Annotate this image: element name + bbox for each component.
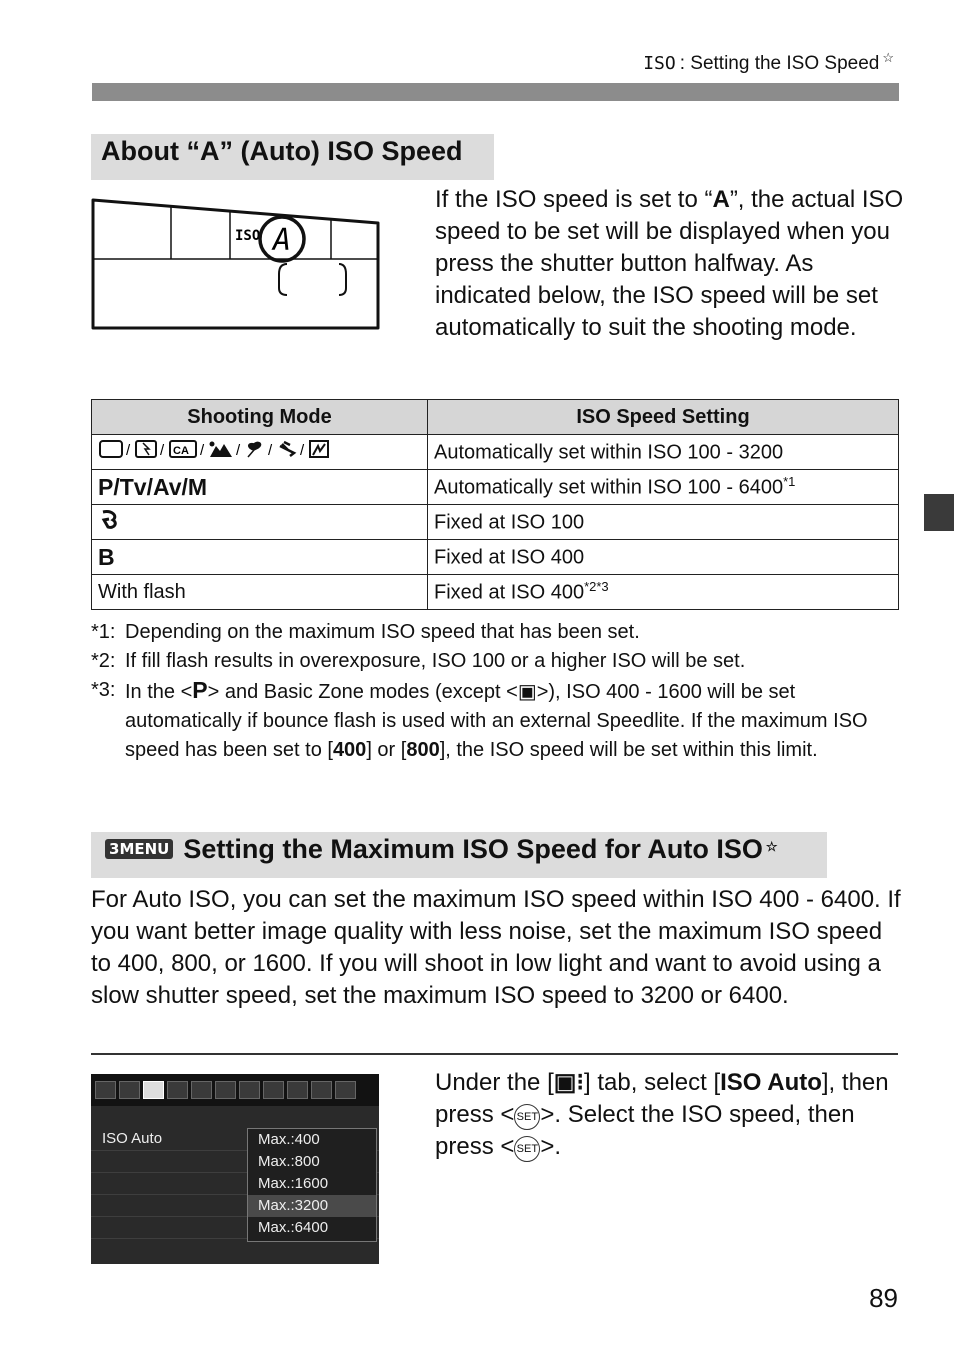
lcd-panel-illustration — [91, 196, 383, 336]
menu-tabs — [91, 1074, 379, 1106]
footnote: *3: In the <P> and Basic Zone modes (except <▣>), ISO 400 - 1600 will be set automatically if bounce flash is used with an external Speedlite. If the maximum ISO speed has been set to [400] or [800], the ISO speed will be set within this limit. — [91, 677, 868, 761]
footnotes — [91, 618, 899, 765]
menu-tab-icon: 3MENU — [105, 839, 173, 859]
table-header-row — [92, 400, 899, 435]
column-header: ISO Speed Setting — [428, 400, 899, 435]
table-row — [92, 505, 899, 540]
iso-icon: ISO — [643, 53, 676, 74]
lcd-auto-value: A — [272, 223, 292, 258]
star-icon: ☆ — [882, 50, 894, 65]
svg-text:CA: CA — [173, 445, 189, 457]
divider — [91, 1053, 898, 1055]
setting-cell: Automatically set within ISO 100 - 3200 — [428, 435, 899, 470]
instruction-text: Under the [▣⁝] tab, select [ISO Auto], then press < SET>. Select the ISO speed, then press < SET>. — [435, 1069, 889, 1160]
setting-cell: Automatically set within ISO 100 - 6400$^{*1}$ — [428, 470, 899, 505]
svg-text:/: / — [236, 442, 241, 459]
section-title-max-iso: 3MENU Setting the Maximum ISO Speed for Auto ISO ☆ — [91, 832, 827, 878]
iso-options-list — [247, 1128, 377, 1242]
table-row — [92, 575, 899, 610]
header-bar — [92, 83, 899, 101]
mode-icons-basic-zone — [92, 435, 428, 470]
star-icon: ☆ — [765, 839, 778, 854]
header-title: Setting the ISO Speed — [690, 53, 880, 74]
lcd-iso-label: ISO — [235, 228, 261, 244]
max-iso-paragraph: For Auto ISO, you can set the maximum ISO speed within ISO 400 - 6400. If you want better image quality with less noise, set the maximum ISO speed to 400, 800, or 1600. If you will shoot in low light and want to avoid using a slow shutter speed, set the maximum ISO speed to 3200 or 6400. — [91, 886, 901, 1009]
mode-cell — [92, 505, 428, 540]
camera-menu-screenshot — [91, 1074, 379, 1264]
chapter-tab-marker — [924, 494, 954, 531]
basic-zone-mode-icons — [98, 438, 348, 460]
iso-option[interactable]: Max.:400 — [258, 1131, 320, 1148]
svg-text:/: / — [160, 442, 165, 459]
iso-option[interactable]: Max.:1600 — [258, 1175, 329, 1192]
mode-cell: P/Tv/Av/M — [92, 470, 428, 505]
iso-option[interactable]: Max.:800 — [258, 1153, 320, 1170]
svg-text:/: / — [126, 442, 131, 459]
table-row — [92, 435, 899, 470]
menu-item-iso-auto: ISO Auto — [102, 1130, 163, 1147]
shooting-tab-icon: ▣⁝ — [553, 1069, 585, 1096]
set-button-icon: SET — [514, 1136, 540, 1162]
column-header: Shooting Mode — [92, 400, 428, 435]
set-button-icon: SET — [514, 1104, 540, 1130]
setting-cell: Fixed at ISO $400^{*2*3}$ — [428, 575, 899, 610]
night-portrait-icon: ▣ — [517, 681, 537, 703]
footnote: *2: If fill flash results in overexposure, ISO 100 or a higher ISO will be set. — [91, 650, 746, 672]
svg-text:/: / — [268, 442, 273, 459]
svg-text:/: / — [200, 442, 205, 459]
mode-cell: With flash — [92, 575, 428, 610]
creative-auto-mode-icon — [98, 508, 120, 530]
iso-option-selected[interactable]: Max.:3200 — [248, 1195, 376, 1217]
table-row — [92, 470, 899, 505]
table-row — [92, 540, 899, 575]
setting-cell: Fixed at ISO 100 — [428, 505, 899, 540]
iso-mode-table — [91, 399, 899, 610]
setting-cell: Fixed at ISO 400 — [428, 540, 899, 575]
section-title-auto-iso: About “A” (Auto) ISO Speed — [91, 134, 494, 180]
iso-option[interactable]: Max.:6400 — [258, 1219, 329, 1236]
auto-iso-paragraph: If the ISO speed is set to “A”, the actual ISO speed to be set will be displayed when you press the shutter button halfway. As indicated below, the ISO speed will be set automatically to suit the shooting mode. — [435, 186, 904, 341]
page-number: 89 — [869, 1283, 898, 1313]
mode-cell: B — [92, 540, 428, 575]
running-header: ISO : Setting the ISO Speed ☆ — [643, 50, 894, 74]
footnote: *1: Depending on the maximum ISO speed that has been set. — [91, 621, 640, 643]
svg-text:/: / — [300, 442, 305, 459]
